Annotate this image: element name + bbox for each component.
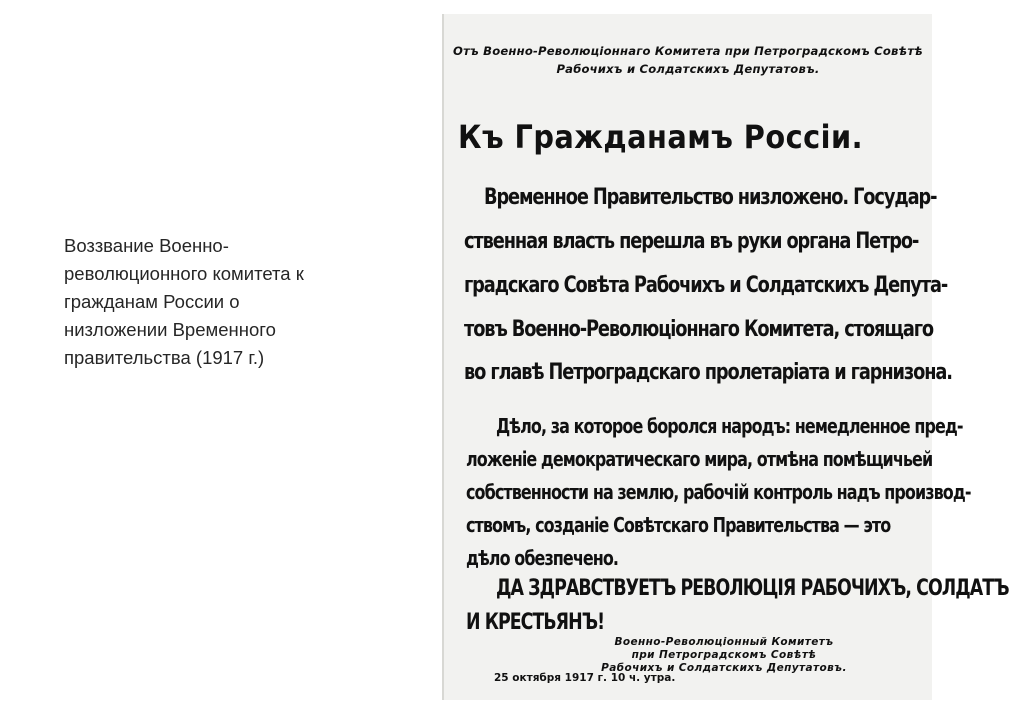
slide-caption: Воззвание Военно- революционного комитета к гражданам России о низложении Временного правительства (1917 г.) <box>64 235 304 368</box>
poster-date: 25 октября 1917 г. 10 ч. утра. <box>494 672 676 684</box>
poster-title: Къ Гражданамъ Россіи. <box>458 118 863 156</box>
poster-signature-line: Рабочихъ и Солдатскихъ Депутатовъ. <box>601 662 847 674</box>
poster-signature-line: Военно-Революціонный Комитетъ <box>614 636 834 648</box>
poster-paragraph-line: Временное Правительство низложено. Государ- <box>484 184 937 210</box>
poster-paragraph-line: дѣло обезпечено. <box>466 546 619 570</box>
poster-paragraph-line: ложеніе демократическаго мира, отмѣна помѣщичьей <box>466 447 933 471</box>
poster-paragraph-line: градскаго Совѣта Рабочихъ и Солдатскихъ Депута- <box>464 272 948 298</box>
poster-header-line: Отъ Военно-Революціоннаго Комитета при Петроградскомъ Совѣтѣ <box>453 44 923 58</box>
poster-slogan-line: И КРЕСТЬЯНЪ! <box>466 610 605 635</box>
poster-signature-line: при Петроградскомъ Совѣтѣ <box>631 649 817 661</box>
poster-paragraph-line: товъ Военно-Революціоннаго Комитета, стоящаго <box>464 316 934 342</box>
poster-paragraph-line: ствомъ, созданіе Совѣтскаго Правительства — это <box>466 513 891 537</box>
poster-paragraph-line: собственности на землю, рабочій контроль надъ производ- <box>466 480 971 504</box>
poster-slogan-line: ДА ЗДРАВСТВУЕТЪ РЕВОЛЮЦІЯ РАБОЧИХЪ, СОЛДАТЪ <box>496 576 1009 601</box>
poster-header-line: Рабочихъ и Солдатскихъ Депутатовъ. <box>556 62 820 76</box>
poster-paragraph-line: Дѣло, за которое боролся народъ: немедленное пред- <box>496 414 963 438</box>
poster-paragraph-line: ственная власть перешла въ руки органа Петро- <box>464 228 919 254</box>
poster-paragraph-line: во главѣ Петроградскаго пролетаріата и гарнизона. <box>464 359 952 385</box>
poster-image <box>442 14 1009 700</box>
